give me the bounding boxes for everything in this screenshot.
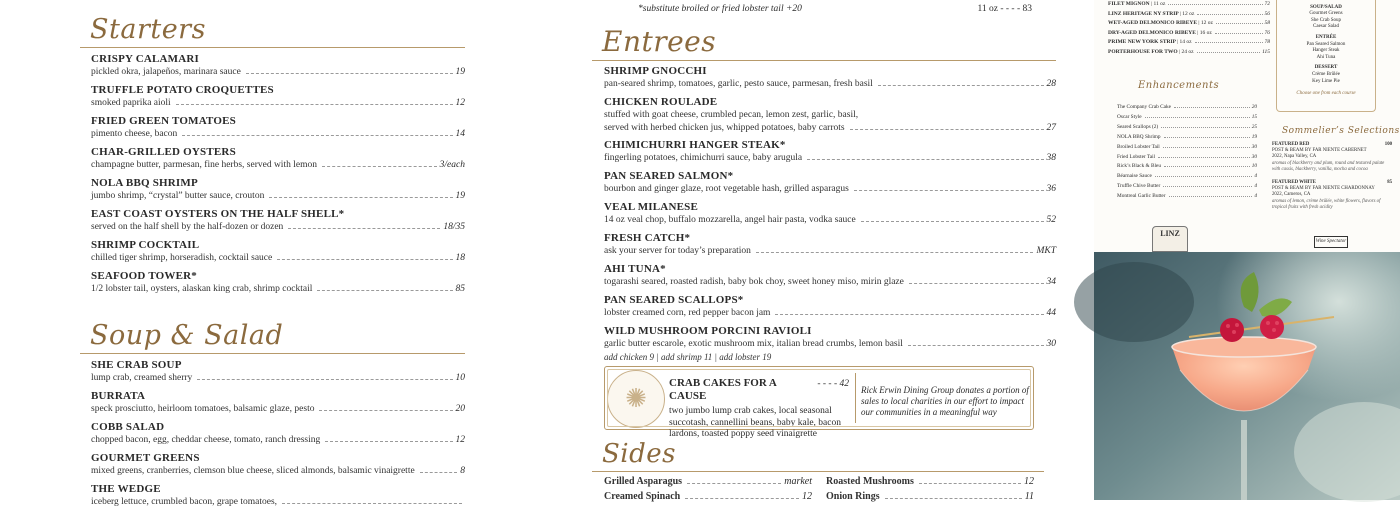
leader-dots — [288, 228, 440, 229]
starters-heading: Starters — [90, 14, 206, 45]
side-name: Onion Rings — [826, 491, 880, 502]
prix-course-option: Key Lime Pie — [1312, 78, 1340, 84]
enhancement-name: The Company Crab Cake — [1117, 104, 1171, 110]
item-name: CHAR-GRILLED OYSTERS — [91, 146, 236, 158]
enhancement-price: 4 — [1254, 193, 1257, 200]
side-item — [604, 475, 812, 488]
item-line — [91, 252, 465, 265]
item-line — [91, 66, 465, 79]
leader-dots — [850, 129, 1044, 130]
menu-item — [80, 421, 465, 447]
prix-course-heading: ENTRÉE — [1315, 34, 1337, 40]
item-line — [91, 97, 465, 110]
side-item — [826, 475, 1034, 488]
item-line — [91, 221, 465, 234]
steak-item — [1108, 48, 1270, 58]
prix-course-option: Pan Seared Salmon — [1306, 41, 1346, 47]
menu-item — [80, 359, 465, 385]
steak-name: DRY-AGED DELMONICO RIBEYE — [1108, 29, 1196, 36]
item-description: mixed greens, cranberries, clemson blue cheese, sliced almonds, balsamic vinaigrette — [91, 466, 415, 476]
enhancement-item — [1117, 123, 1257, 133]
enhancement-price: 25 — [1251, 123, 1257, 130]
steak-name: PRIME NEW YORK STRIP — [1108, 39, 1176, 45]
steak-label — [1108, 10, 1194, 20]
item-name: SHRIMP GNOCCHI — [604, 65, 707, 77]
enhancement-price: 10 — [1251, 163, 1257, 170]
item-price: 18 — [455, 253, 465, 263]
sides-header — [592, 434, 1044, 472]
item-name: BURRATA — [91, 390, 146, 402]
prix-fixe-box — [1276, 0, 1376, 112]
leader-dots — [1161, 127, 1250, 128]
steak-price: 115 — [1262, 48, 1270, 55]
item-price: 8 — [460, 466, 465, 476]
menu-item — [592, 170, 1056, 197]
steaks-list — [1108, 0, 1270, 57]
leader-dots — [1155, 176, 1252, 177]
enhancement-item — [1117, 113, 1257, 123]
leader-dots — [775, 314, 1043, 315]
soup-salad-heading: Soup & Salad — [90, 320, 284, 351]
crab-cakes-name: CRAB CAKES FOR A CAUSE — [669, 377, 777, 402]
leader-dots — [317, 290, 452, 291]
enhancement-item — [1117, 162, 1257, 172]
leader-dots — [420, 472, 458, 473]
enhancement-name: Montreal Garlic Butter — [1117, 193, 1166, 200]
item-description: pan-seared shrimp, tomatoes, garlic, pesto sauce, parmesan, fresh basil — [604, 79, 873, 89]
item-line — [91, 283, 465, 296]
item-name: EAST COAST OYSTERS ON THE HALF SHELL* — [91, 208, 345, 220]
menu-item — [80, 390, 465, 416]
wine-region: 2022, Napa Valley, CA — [1272, 154, 1317, 160]
steak-size: | 16 oz — [1197, 29, 1212, 36]
item-name: CHICKEN ROULADE — [604, 96, 718, 108]
starters-soup-column — [80, 0, 465, 509]
leader-dots — [282, 503, 462, 504]
enhancements-heading: Enhancements — [1138, 80, 1220, 91]
item-line — [604, 276, 1056, 289]
item-name: WILD MUSHROOM PORCINI RAVIOLI — [604, 325, 812, 337]
item-price: 30 — [1046, 339, 1056, 349]
crab-cakes-cause-box — [604, 366, 1034, 439]
crab-cakes-price: - - - - 42 — [817, 379, 849, 389]
enhancement-item — [1117, 143, 1257, 153]
item-price: 34 — [1046, 277, 1056, 287]
steak-label — [1108, 48, 1194, 58]
item-description: iceberg lettuce, crumbled bacon, grape tomatoes, — [91, 497, 278, 507]
side-price: 12 — [802, 491, 812, 502]
leader-dots — [319, 410, 452, 411]
item-price: 19 — [455, 191, 465, 201]
steak-price: 58 — [1264, 20, 1270, 26]
leader-dots — [1158, 157, 1250, 158]
prix-pre — [1277, 0, 1375, 1]
entrees-column — [592, 0, 1056, 502]
item-line — [604, 338, 1056, 351]
side-name: Grilled Asparagus — [604, 476, 683, 487]
steak-size: | 24 oz — [1179, 48, 1194, 55]
crab-cakes-desc: two jumbo lump crab cakes, local seasonal succotash, cannellini beans, baby kale, bacon lardons, toasted poppy seed vinaigrette — [669, 406, 841, 439]
leader-dots — [919, 483, 1021, 484]
item-description: served with herbed chicken jus, whipped potatoes, baby carrots — [604, 123, 845, 133]
soup-salad-header — [80, 308, 465, 354]
glass-stem — [1241, 420, 1247, 500]
steak-name: WET-AGED DELMONICO RIBEYE — [1108, 20, 1198, 26]
item-line — [604, 214, 1056, 227]
item-price: 3/each — [439, 160, 465, 170]
enhancement-item — [1117, 103, 1257, 113]
item-price: 18/35 — [443, 222, 465, 232]
leader-dots — [756, 252, 1034, 253]
item-line — [91, 496, 465, 509]
enhancement-item — [1117, 182, 1257, 192]
steak-price: 72 — [1264, 1, 1270, 7]
soup-salad-list — [80, 359, 465, 509]
enhancement-price: 4 — [1254, 173, 1257, 180]
steak-label — [1108, 0, 1165, 10]
item-description: 14 oz veal chop, buffalo mozzarella, angel hair pasta, vodka sauce — [604, 215, 856, 225]
item-name: CRISPY CALAMARI — [91, 53, 200, 65]
enhancement-price: 30 — [1251, 143, 1257, 150]
leader-dots — [182, 135, 452, 136]
menu-item — [80, 239, 465, 265]
prix-course-option: She Crab Soup — [1311, 17, 1341, 23]
menu-item — [592, 232, 1056, 259]
entrees-heading: Entrees — [602, 25, 717, 58]
enhancement-item — [1117, 153, 1257, 163]
raspberry-right — [1260, 315, 1284, 339]
steak-price: 78 — [1264, 39, 1270, 45]
leader-dots — [1195, 42, 1263, 43]
item-name: PAN SEARED SCALLOPS* — [604, 294, 744, 306]
item-name: SHRIMP COCKTAIL — [91, 239, 200, 251]
item-name: COBB SALAD — [91, 421, 165, 433]
linz-logo: LINZ — [1152, 226, 1188, 252]
steak-size: | 12 oz — [1198, 20, 1213, 26]
item-description: ask your server for today’s preparation — [604, 246, 751, 256]
item-price: 12 — [455, 98, 465, 108]
item-line — [91, 159, 465, 172]
wine-notes: aromas of lemon, crème brûlée, white flowers, flavors of tropical fruits with fresh acidity — [1272, 198, 1381, 210]
item-description: lobster creamed corn, red pepper bacon jam — [604, 308, 771, 318]
leader-dots — [878, 85, 1044, 86]
menu-item — [592, 294, 1056, 321]
leader-dots — [176, 104, 453, 105]
leader-dots — [1145, 117, 1250, 118]
steak-name: LINZ HERITAGE NY STRIP — [1108, 10, 1179, 17]
enhancement-price: 20 — [1251, 104, 1257, 110]
item-description: chopped bacon, egg, cheddar cheese, tomato, ranch dressing — [91, 435, 321, 445]
enhancement-price: 4 — [1254, 183, 1257, 190]
steak-price: 76 — [1264, 29, 1270, 36]
leader-dots — [908, 345, 1044, 346]
item-description: pimento cheese, bacon — [91, 129, 178, 139]
item-description: togarashi seared, roasted radish, baby bok choy, sweet honey miso, mirin glaze — [604, 277, 904, 287]
sides-list — [604, 475, 1034, 503]
leader-dots — [322, 166, 437, 167]
steak-item — [1108, 38, 1270, 48]
prix-note: Choose one from each course — [1296, 91, 1356, 97]
lobster-note — [592, 0, 1056, 17]
enhancement-name: Seared Scallops (2) — [1117, 123, 1159, 130]
leader-dots — [325, 441, 452, 442]
steak-size: | 14 oz — [1177, 39, 1192, 45]
item-price: 52 — [1046, 215, 1056, 225]
lobster-note-text: *substitute broiled or fried lobster tail +20 — [638, 3, 802, 14]
leader-dots — [685, 498, 799, 499]
menu-insert-panel — [1094, 0, 1400, 252]
leader-dots — [687, 483, 781, 484]
enhancement-name: Rick’s Black & Bleu — [1117, 163, 1161, 170]
item-name: CHIMICHURRI HANGER STEAK* — [604, 139, 786, 151]
steak-name: FILET MIGNON — [1108, 1, 1150, 7]
leader-dots — [1197, 14, 1262, 15]
menu-item — [80, 84, 465, 110]
leader-dots — [269, 197, 452, 198]
prix-course-option: Gourmet Greens — [1309, 11, 1343, 17]
leader-dots — [807, 159, 1043, 160]
enhancement-name: Fried Lobster Tail — [1117, 153, 1156, 160]
wine-spectator-badge: Wine Spectator — [1314, 236, 1348, 248]
item-description: speck prosciutto, heirloom tomatoes, balsamic glaze, pesto — [91, 404, 315, 414]
enhancement-item — [1117, 133, 1257, 143]
leader-dots — [1216, 23, 1263, 24]
item-line — [91, 128, 465, 141]
steak-item — [1108, 29, 1270, 39]
leader-dots — [1164, 166, 1250, 167]
enhancement-price: 30 — [1251, 153, 1257, 160]
menu-item — [80, 115, 465, 141]
enhancement-name: Broiled Lobster Tail — [1117, 143, 1160, 150]
leader-dots — [197, 379, 452, 380]
item-line — [91, 403, 465, 416]
item-price: 85 — [455, 284, 465, 294]
item-name: SEAFOOD TOWER* — [91, 270, 198, 282]
enhancement-name: Truffle Chive Butter — [1117, 183, 1161, 190]
side-price: 11 — [1024, 491, 1034, 502]
leader-dots — [1197, 52, 1261, 53]
raspberry-left — [1220, 318, 1244, 342]
menu-item — [592, 263, 1056, 290]
enhancement-name: Oscar Style — [1117, 113, 1142, 120]
menu-item — [592, 201, 1056, 228]
leader-dots — [861, 221, 1044, 222]
item-name: GOURMET GREENS — [91, 452, 200, 464]
leader-dots — [909, 283, 1044, 284]
side-item — [826, 490, 1034, 503]
menu-item — [80, 483, 465, 509]
item-price: 12 — [455, 435, 465, 445]
steak-price: 56 — [1264, 10, 1270, 17]
enhancement-item — [1117, 192, 1257, 202]
menu-item — [592, 65, 1056, 92]
item-name: AHI TUNA* — [604, 263, 666, 275]
leader-dots — [854, 190, 1044, 191]
item-description: stuffed with goat cheese, crumbled pecan, lemon zest, garlic, basil, — [604, 110, 859, 120]
side-name: Roasted Mushrooms — [826, 476, 914, 487]
item-addons: add chicken 9 | add shrimp 11 | add lobster 19 — [604, 352, 772, 362]
item-name: NOLA BBQ SHRIMP — [91, 177, 198, 189]
item-line — [91, 372, 465, 385]
item-price: 19 — [455, 67, 465, 77]
starters-list — [80, 53, 465, 296]
enhancement-item — [1117, 172, 1257, 182]
item-name: TRUFFLE POTATO CROQUETTES — [91, 84, 274, 96]
enhancement-name: Béarnaise Sauce — [1117, 173, 1152, 180]
leader-dots — [246, 73, 453, 74]
menu-item — [592, 139, 1056, 166]
item-description: champagne butter, parmesan, fine herbs, served with lemon — [91, 160, 317, 170]
item-price: 10 — [455, 373, 465, 383]
wine-name: POST & BEAM BY FAR NIENTE CHARDONNAY — [1272, 186, 1375, 192]
sides-heading: Sides — [602, 439, 676, 469]
crab-cakes-item — [669, 377, 849, 441]
prix-course-option: Ahi Tuna — [1316, 54, 1336, 60]
item-line — [604, 109, 1056, 122]
steak-label — [1108, 29, 1212, 39]
item-description: 1/2 lobster tail, oysters, alaskan king crab, shrimp cocktail — [91, 284, 313, 294]
sommelier-list — [1272, 142, 1392, 218]
side-price: 12 — [1024, 476, 1034, 487]
menu-item — [80, 177, 465, 203]
entrees-list — [592, 65, 1056, 363]
prix-course-heading: DESSERT — [1314, 65, 1338, 71]
prix-course-heading: SOUP/SALAD — [1310, 4, 1342, 10]
side-name: Creamed Spinach — [604, 491, 681, 502]
item-description: chilled tiger shrimp, horseradish, cocktail sauce — [91, 253, 273, 263]
menu-item — [592, 96, 1056, 135]
item-name: VEAL MILANESE — [604, 201, 698, 213]
steak-size: | 12 oz — [1179, 10, 1195, 17]
cocktail-image — [1094, 252, 1400, 500]
item-name: PAN SEARED SALMON* — [604, 170, 734, 182]
menu-item — [592, 325, 1056, 363]
item-description: bourbon and ginger glaze, root vegetable hash, grilled asparagus — [604, 184, 849, 194]
item-name: SHE CRAB SOUP — [91, 359, 182, 371]
item-description: fingerling potatoes, chimichurri sauce, baby arugula — [604, 153, 803, 163]
charity-note: Rick Erwin Dining Group donates a portion of sales to local charities in our effort to impact our communities in a meaningful way — [861, 385, 1029, 417]
leader-dots — [1164, 137, 1250, 138]
enhancement-price: 19 — [1251, 133, 1257, 140]
enhancement-name: NOLA BBQ Shrimp — [1117, 133, 1161, 140]
side-item — [604, 490, 812, 503]
item-description: lump crab, creamed sherry — [91, 373, 193, 383]
menu-item — [80, 208, 465, 234]
item-line — [91, 465, 465, 478]
wine-name: POST & BEAM BY FAR NIENTE CABERNET — [1272, 148, 1367, 154]
item-price: MKT — [1036, 246, 1056, 256]
starters-header — [80, 0, 465, 48]
item-description: smoked paprika aioli — [91, 98, 171, 108]
prix-course-option: Hanger Steak — [1312, 48, 1340, 54]
item-price: 36 — [1046, 184, 1056, 194]
item-price: 14 — [455, 129, 465, 139]
menu-item — [80, 452, 465, 478]
enhancement-price: 15 — [1251, 113, 1257, 120]
lobster-note-price: 11 oz - - - - 83 — [977, 3, 1032, 14]
wine-type: FEATURED RED — [1272, 142, 1310, 147]
item-name: THE WEDGE — [91, 483, 161, 495]
item-price: 20 — [455, 404, 465, 414]
sommelier-heading: Sommelier’s Selections — [1282, 126, 1400, 136]
item-name: FRIED GREEN TOMATOES — [91, 115, 236, 127]
item-price: 27 — [1046, 123, 1056, 133]
wine-item — [1272, 142, 1392, 173]
item-name: FRESH CATCH* — [604, 232, 691, 244]
item-line — [91, 434, 465, 447]
leader-dots — [1174, 107, 1250, 108]
steak-size: | 11 oz — [1151, 1, 1166, 7]
item-line — [91, 190, 465, 203]
steak-label — [1108, 19, 1213, 29]
entrees-header — [592, 17, 1056, 61]
leader-dots — [1169, 196, 1253, 197]
item-line — [604, 152, 1056, 165]
item-line — [604, 78, 1056, 91]
cocktail-photo — [1094, 252, 1400, 500]
item-line — [604, 183, 1056, 196]
steak-item — [1108, 0, 1270, 10]
item-price: 44 — [1046, 308, 1056, 318]
item-line — [604, 122, 1056, 135]
wine-region: 2022, Carneros, CA — [1272, 192, 1311, 198]
wine-item — [1272, 180, 1392, 211]
enhancements-list — [1117, 103, 1257, 202]
prix-course-option: Caesar Salad — [1313, 24, 1339, 30]
wine-price: 85 — [1387, 180, 1392, 186]
leader-dots — [277, 259, 452, 260]
crab-emblem-icon: ✺ — [607, 370, 665, 428]
leader-dots — [1168, 4, 1262, 5]
wine-notes: aromas of blackberry and plum, round and textured palate with cassis, blackberry, vanilla, mocha and cocoa — [1272, 160, 1385, 172]
steak-label — [1108, 38, 1192, 48]
steak-item — [1108, 19, 1270, 29]
leader-dots — [1215, 33, 1263, 34]
item-price: 28 — [1046, 79, 1056, 89]
side-price: market — [784, 476, 812, 487]
item-description: served on the half shell by the half-dozen or dozen — [91, 222, 284, 232]
wine-price: 100 — [1384, 142, 1392, 147]
menu-item — [80, 146, 465, 172]
item-line — [604, 245, 1056, 258]
item-description: jumbo shrimp, “crystal” butter sauce, crouton — [91, 191, 265, 201]
item-price: 38 — [1046, 153, 1056, 163]
item-line — [604, 307, 1056, 320]
crab-box-divider — [855, 373, 856, 423]
steak-item — [1108, 10, 1270, 20]
leader-dots — [1163, 186, 1252, 187]
menu-item — [80, 53, 465, 79]
leader-dots — [885, 498, 1022, 499]
item-description: garlic butter escarole, exotic mushroom mix, italian bread crumbs, lemon basil — [604, 339, 903, 349]
prix-course-option: Crème Brûlée — [1312, 71, 1340, 77]
menu-item — [80, 270, 465, 296]
item-description: pickled okra, jalapeños, marinara sauce — [91, 67, 241, 77]
wine-type: FEATURED WHITE — [1272, 180, 1316, 186]
steak-name: PORTERHOUSE FOR TWO — [1108, 48, 1178, 55]
leader-dots — [1163, 147, 1250, 148]
